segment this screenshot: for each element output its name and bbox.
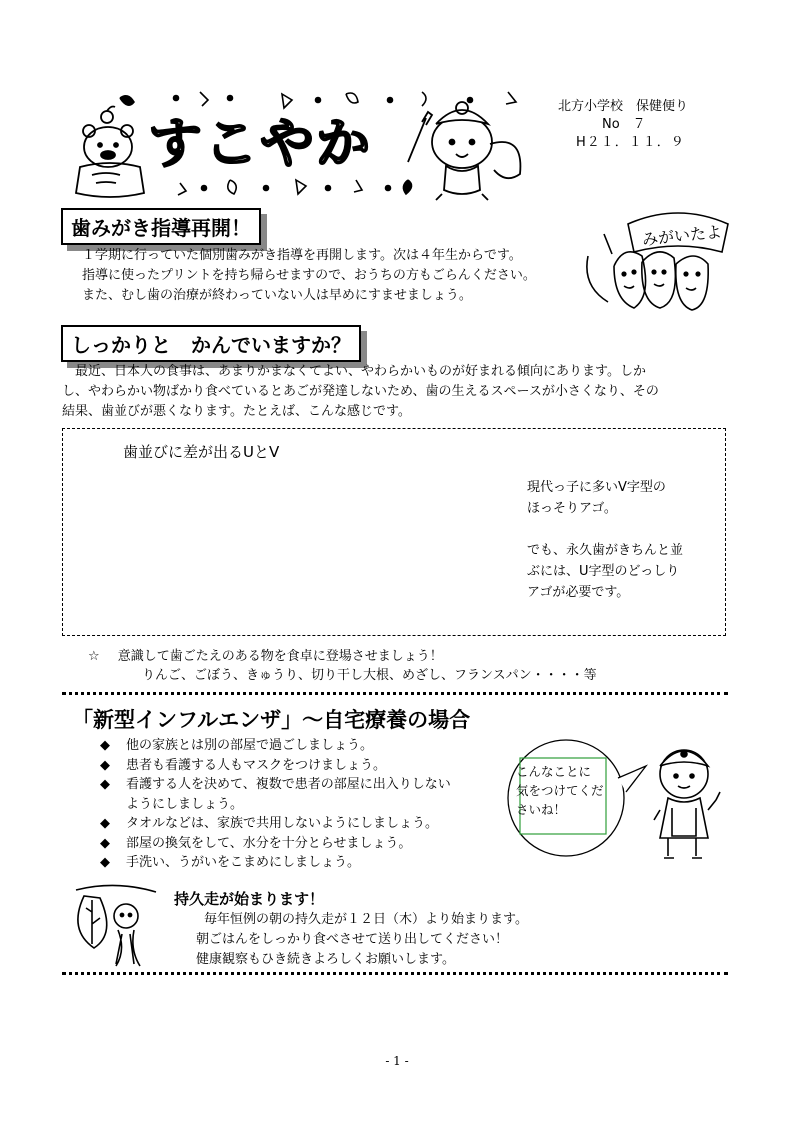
list-item: ◆ 手洗い、うがいをこまめにしましょう。 — [100, 853, 451, 873]
svg-text:みがいたよ: みがいたよ — [641, 222, 723, 250]
diamond-bullet-icon: ◆ — [100, 855, 110, 870]
box-title: 歯並びに差が出るUとV — [123, 443, 280, 461]
text-line: 最近、日本人の食事は、あまりかまなくてよい、やわらかいものが好まれる傾向にあります。しか — [62, 364, 646, 379]
section-heading-brushing: 歯みがき指導再開！ — [61, 208, 261, 245]
issue-number: No ７ — [602, 117, 646, 132]
chewing-paragraph — [62, 362, 742, 422]
text-line: 健康観察もひき続きよろしくお願いします。 — [196, 952, 455, 967]
brushing-paragraph — [82, 246, 536, 306]
text-line: ぶには、U字型のどっしり — [527, 564, 680, 579]
section-heading-running: 持久走が始まります！ — [174, 890, 325, 908]
runner-leaf-icon — [76, 882, 156, 972]
list-item: ◆ 看護する人を決めて、複数で患者の部屋に出入りしない — [100, 775, 451, 795]
blank-line — [527, 519, 683, 540]
box-description — [527, 477, 683, 603]
text-line: 指導に使ったプリントを持ち帰らせますので、おうちの方もごらんください。 — [82, 268, 536, 283]
teeth-alignment-box — [62, 428, 726, 636]
text-line: 朝ごはんをしっかり食べさせて送り出してください！ — [196, 932, 509, 947]
text-line: 結果、歯並びが悪くなります。たとえば、こんな感じです。 — [62, 404, 411, 419]
newsletter-title: すこやか — [148, 112, 372, 175]
text-line: アゴが必要です。 — [527, 585, 630, 600]
bear-on-stump-icon — [72, 105, 152, 200]
squirrel-painter-icon — [406, 94, 524, 202]
diamond-bullet-icon: ◆ — [100, 738, 110, 753]
influenza-list — [100, 736, 451, 873]
list-item: ◆ 部屋の換気をして、水分を十分とらせましょう。 — [100, 834, 451, 854]
bubble-text: こんなことに 気をつけてくだ さいね！ — [516, 764, 604, 817]
text-line: １学期に行っていた個別歯みがき指導を再開します。次は４年生からです。 — [82, 248, 522, 263]
diamond-bullet-icon: ◆ — [100, 757, 110, 773]
running-paragraph — [196, 910, 528, 970]
section-heading-influenza: 「新型インフルエンザ」〜自宅療養の場合 — [72, 708, 471, 732]
divider — [62, 972, 728, 975]
diamond-bullet-icon: ◆ — [100, 835, 110, 851]
tip-line-1: ☆ 意識して歯ごたえのある物を食卓に登場させましょう！ — [88, 649, 443, 664]
section-heading-chewing: しっかりと かんでいますか？ — [61, 325, 361, 362]
diamond-bullet-icon: ◆ — [100, 777, 110, 792]
nurse-character-icon — [648, 738, 728, 868]
text-line: 現代っ子に多いV字型の — [527, 480, 666, 495]
list-item: ◆ 患者も看護する人もマスクをつけましょう。 — [100, 756, 451, 776]
issue-date: H２１．１１．９ — [576, 135, 685, 150]
list-item: ようにしましょう。 — [126, 796, 244, 812]
page-number: - 1 - — [385, 1054, 409, 1068]
text-line: また、むし歯の治療が終わっていない人は早めにすませましょう。 — [82, 288, 472, 303]
text-line: 毎年恒例の朝の持久走が１２日（木）より始まります。 — [204, 912, 528, 927]
school-name: 北方小学校 保健便り — [558, 99, 689, 114]
star-icon: ☆ — [88, 649, 100, 664]
text-line: でも、永久歯がきちんと並 — [527, 543, 684, 558]
tip-line-2: りんご、ごぼう、きゅうり、切り干し大根、めざし、フランスパン・・・・等 — [142, 668, 597, 683]
list-item: ◆ 他の家族とは別の部屋で過ごしましょう。 — [100, 736, 451, 756]
text-line: し、やわらかい物ばかり食べているとあごが発達しないため、歯の生えるスペースが小さくなり、その — [62, 384, 659, 399]
diamond-bullet-icon: ◆ — [100, 816, 110, 831]
text-line: ほっそりアゴ。 — [527, 501, 617, 516]
divider — [62, 692, 728, 695]
list-item: ◆ タオルなどは、家族で共用しないようにしましょう。 — [100, 814, 451, 834]
teeth-characters-icon — [584, 206, 734, 316]
